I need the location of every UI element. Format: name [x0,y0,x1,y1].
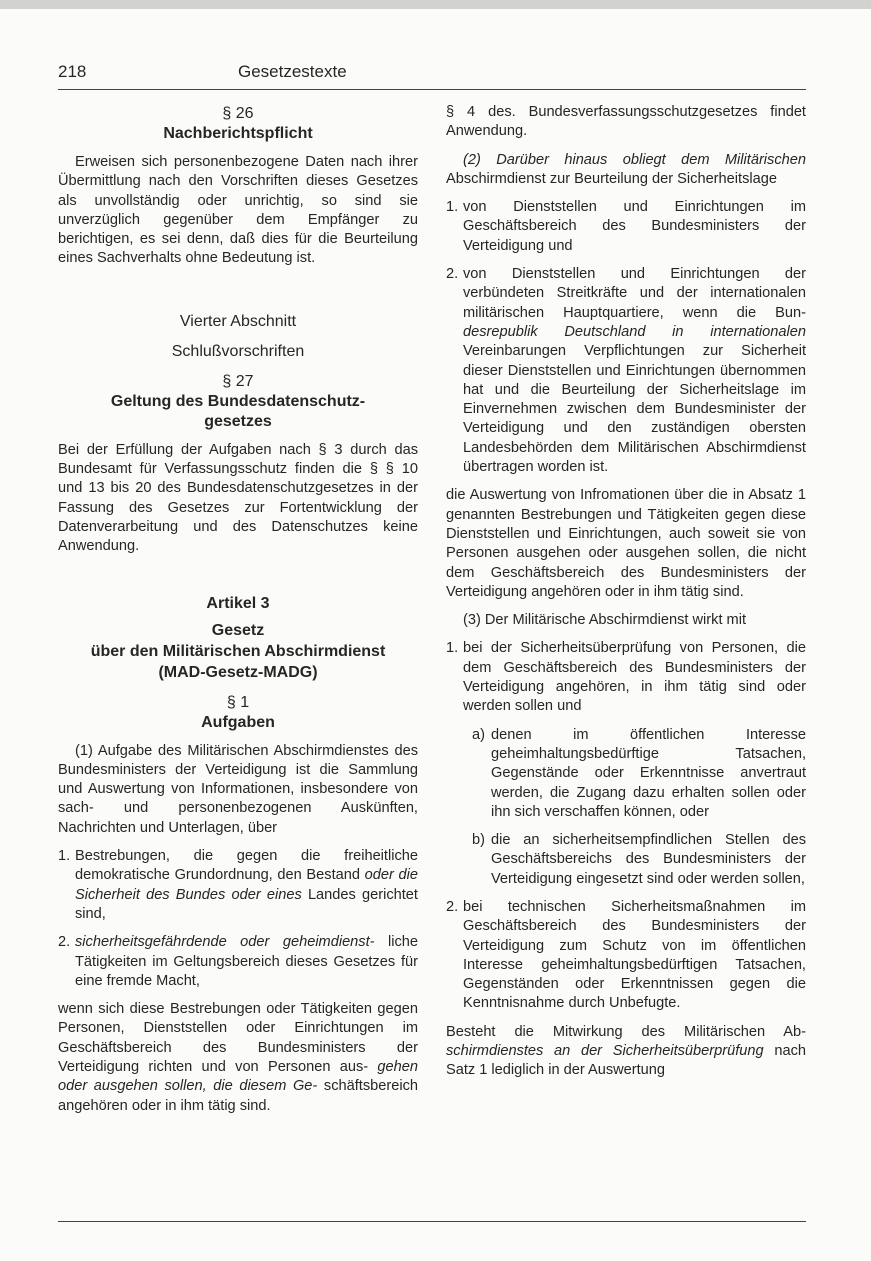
sub-list-item [463,726,806,822]
list-item-number: 1. [446,199,459,216]
list-item-number: 2. [446,266,459,283]
final-text: Besteht die Mitwirkung des Militärischen Ab- [446,1023,806,1040]
running-title: Gesetzestexte [238,62,347,81]
article-label: Artikel 3 [206,594,270,612]
paragraph-2-closing: die Auswertung von Infromationen über die in Absatz 1 genannten Bestrebungen und Tätigkeiten gegen diese Dienststellen und Einrichtungen, auch soweit sie von Personen ausgehen oder ausgehen sollen, die nicht dem Geschäftsbereich des Bundesministers der Verteidigung angehören oder in ihm tätig sind. [446,487,806,600]
list-item-number: 1. [58,848,71,865]
list-item-text: Vereinbarungen Verpflichtungen zur Sicherheit dieser Dienststellen und Einrichtungen übernommen hat und die Beurteilung der Sicherheitslage im Einvernehmen zwischen dem Bundesminister der Verteidigung und den zuständigen obersten Landesbehörden dem Militärischen Abschirmdienst übertragen worden ist. [463,343,806,476]
list-item-text-italic: desrepublik Deutschland in internationalen [463,323,806,340]
section-1-paragraph-1: (1) Aufgabe des Militärischen Abschirmdienstes des Bundesministers der Verteidigung ist die Sammlung und Auswertung von Informationen, insbesondere von sach- und personenbezogenen Auskünften, Nachrichten und Unterlagen, über [58,742,418,836]
list-item-text: bei technischen Sicherheitsmaßnahmen im Geschäftsbereich des Bundesministers der Verteidigung zum Schutz von im öffentlichen Interesse geheimhaltungsbedürftigen Tatsachen, Gegenständen oder Erkenntnissen gegen die Kenntnisnahme durch Unbefugte. [463,898,806,1012]
section-26-title: Nachberichtspflicht [163,125,313,142]
part-title: Schlußvorschriften [171,342,305,360]
article-law: Gesetz [211,621,265,639]
continued-text: § 4 des. Bundesverfassungsschutzgesetzes findet Anwendung. [446,104,806,140]
list-item [58,847,418,924]
scan-top-edge [0,0,871,9]
list-item [446,198,806,256]
article-law-abbreviation: (MAD-Gesetz-MADG) [158,663,318,681]
list-item-text-italic: sicherheitsgefährdende oder geheimdienst- [75,934,375,951]
paragraph-3: (3) Der Militärische Abschirmdienst wirkt mit [463,612,747,629]
sub-list-marker: a) [472,726,485,743]
final-text-italic: schirmdienstes an der Sicherheitsüberprüfung [446,1043,764,1060]
left-column [58,103,418,1116]
list-item [446,898,806,1014]
paragraph-2 [446,151,806,190]
sub-list-marker: b) [472,832,485,849]
final-paragraph [446,1023,806,1081]
sub-list-item [463,831,806,889]
two-column-body [58,103,806,1116]
list-item-number: 1. [446,640,459,657]
section-27-title-line1: Geltung des Bundesdatenschutz- [110,392,366,410]
paragraph-2-text: Abschirmdienst zur Beurteilung der Sicherheitslage [446,170,777,187]
footer-rule [58,1221,806,1222]
paragraph-2-italic: (2) Darüber hinaus obliegt dem Militärischen [463,151,806,168]
part-heading: Vierter Abschnitt [179,312,297,330]
list-item-text-italic: oder die Sicherheit des Bundes oder eines [75,867,418,903]
section-26-number: § 26 [222,105,254,122]
list-item [58,933,418,991]
list-item-text: Bestrebungen, die gegen die freiheitliche demokratische Grundordnung, den Bestand [75,848,418,884]
sub-list [463,726,806,889]
closing-text: schäftsbereich angehören oder in ihm tätig sind. [58,1078,418,1114]
section-1-closing [58,1000,418,1116]
paragraph-3-list [446,639,806,1013]
final-text: nach Satz 1 lediglich in der Auswertung [446,1043,806,1079]
running-header [58,62,806,90]
list-item-text: von Dienststellen und Einrichtungen im Geschäftsbereich des Bundesministers der Verteidigung und [463,199,806,254]
section-1-number: § 1 [226,693,250,711]
list-item-text: liche Tätigkeiten im Geltungsbereich dieses Gesetzes für eine fremde Macht, [75,934,418,989]
article-law-name: über den Militärischen Abschirmdienst [90,642,386,660]
sub-list-text: denen im öffentlichen Interesse geheimhaltungsbedürftige Tatsachen, Gegenstände oder Erkenntnisse anvertraut werden, die Zugang dazu erhalten sollen oder ihn sich verschaffen können, oder [491,726,806,820]
section-26-text: Erweisen sich personenbezogene Daten nach ihrer Übermittlung nach den Vorschriften dieses Gesetzes als unvollständig oder unrichtig, so sind sie unverzüglich gegenüber dem Empfänger zu berichtigen, es sei denn, daß dies für die Beurteilung eines Sachverhalts ohne Bedeutung ist. [58,154,418,267]
closing-text-italic: gehen oder ausgehen sollen, die diesem Ge- [58,1059,418,1095]
section-1-list [58,847,418,991]
list-item [446,265,806,477]
book-page [58,62,806,1116]
page-number: 218 [58,62,87,81]
sub-list-text: die an sicherheitsempfindlichen Stellen des Geschäftsbereichs des Bundesministers der Verteidigung eingesetzt sind oder werden sollen, [491,832,806,887]
right-column [446,103,806,1116]
section-1-title: Aufgaben [201,713,275,731]
section-27-title-line2: gesetzes [204,412,272,430]
section-27-number: § 27 [222,372,254,390]
paragraph-2-list [446,198,806,477]
list-item-text: Landes gerichtet sind, [75,886,418,922]
closing-text: wenn sich diese Bestrebungen oder Tätigkeiten gegen Personen, Dienststellen oder Einrichtungen im Geschäftsbereich des Bundesministers der Verteidigung richten und von Personen aus- [58,1001,418,1076]
list-item-number: 2. [446,898,459,915]
section-27-text: Bei der Erfüllung der Aufgaben nach § 3 durch das Bundesamt für Verfassungsschutz finden die § § 10 und 13 bis 20 des Bundesdatenschutzgesetzes in der Fassung des Gesetzes zur Fortentwicklung der Datenverarbeitung und des Datenschutzes keine Anwendung. [58,441,418,555]
list-item [446,639,806,889]
list-item-number: 2. [58,934,71,951]
list-item-text: von Dienststellen und Einrichtungen der verbündeten Streitkräfte und der internationalen militärischen Hauptquartiere, wenn die Bun- [463,266,806,321]
list-item-text: bei der Sicherheitsüberprüfung von Personen, die dem Geschäftsbereich des Bundesministers der Verteidigung angehören, in ihm tätig sind oder werden sollen und [463,640,806,715]
